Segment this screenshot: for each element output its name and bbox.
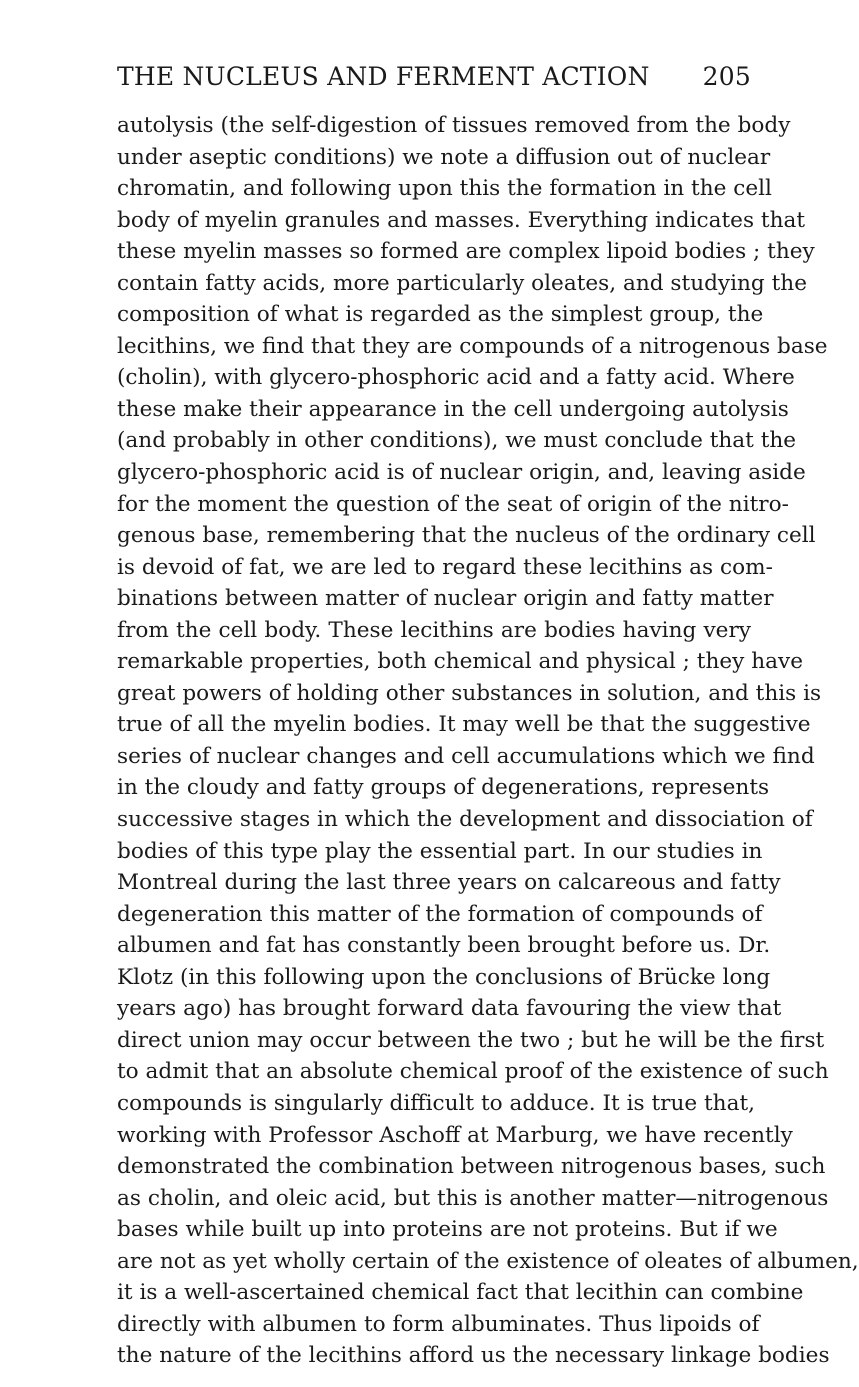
text-line: years ago) has brought forward data favouring the view that xyxy=(117,996,782,1022)
text-line: as cholin, and oleic acid, but this is another matter—nitrogenous xyxy=(117,1185,829,1211)
text-line: genous base, remembering that the nucleus of the ordinary cell xyxy=(117,523,816,549)
text-line: composition of what is regarded as the simplest group, the xyxy=(117,302,764,328)
text-line: in the cloudy and fatty groups of degenerations, represents xyxy=(117,775,770,801)
text-line: contain fatty acids, more particularly oleates, and studying the xyxy=(117,270,807,296)
text-line: albumen and fat has constantly been brought before us. Dr. xyxy=(117,933,771,959)
text-line: glycero-phosphoric acid is of nuclear origin, and, leaving aside xyxy=(117,460,806,486)
text-line: Montreal during the last three years on calcareous and fatty xyxy=(117,870,781,896)
text-line: (and probably in other conditions), we must conclude that the xyxy=(117,428,797,454)
text-line: demonstrated the combination between nitrogenous bases, such xyxy=(117,1154,826,1180)
text-line: series of nuclear changes and cell accumulations which we find xyxy=(117,743,815,769)
text-line: degeneration this matter of the formation of compounds of xyxy=(117,901,763,927)
text-line: working with Professor Aschoff at Marburg, we have recently xyxy=(117,1122,793,1148)
text-line: true of all the myelin bodies. It may well be that the suggestive xyxy=(117,712,811,738)
text-line: for the moment the question of the seat of origin of the nitro- xyxy=(117,491,789,517)
text-line: body of myelin granules and masses. Everything indicates that xyxy=(117,207,806,233)
text-line: lecithins, we find that they are compounds of a nitrogenous base xyxy=(117,333,828,359)
text-line: (cholin), with glycero-phosphoric acid and a fatty acid. Where xyxy=(117,365,795,391)
body-paragraph xyxy=(117,110,859,1372)
text-line: chromatin, and following upon this the formation in the cell xyxy=(117,176,772,202)
text-line: remarkable properties, both chemical and physical ; they have xyxy=(117,649,803,675)
page-number: 205 xyxy=(702,62,751,91)
text-line: are not as yet wholly certain of the existence of oleates of albumen, xyxy=(117,1248,859,1274)
text-line: bodies of this type play the essential part. In our studies in xyxy=(117,838,763,864)
text-line: Klotz (in this following upon the conclusions of Brücke long xyxy=(117,964,771,990)
text-line: successive stages in which the development and dissociation of xyxy=(117,807,813,833)
text-line: the nature of the lecithins afford us the necessary linkage bodies xyxy=(117,1343,830,1369)
text-line: great powers of holding other substances in solution, and this is xyxy=(117,680,822,706)
running-head xyxy=(117,62,751,98)
text-line: binations between matter of nuclear origin and fatty matter xyxy=(117,586,774,612)
text-line: under aseptic conditions) we note a diffusion out of nuclear xyxy=(117,144,771,170)
text-line: is devoid of fat, we are led to regard these lecithins as com- xyxy=(117,554,773,580)
text-line: to admit that an absolute chemical proof of the existence of such xyxy=(117,1059,829,1085)
text-line: bases while built up into proteins are not proteins. But if we xyxy=(117,1217,778,1243)
text-line: compounds is singularly difficult to adduce. It is true that, xyxy=(117,1090,755,1116)
text-line: direct union may occur between the two ; but he will be the first xyxy=(117,1027,825,1053)
text-line: these myelin masses so formed are complex lipoid bodies ; they xyxy=(117,239,815,265)
text-line: these make their appearance in the cell undergoing autolysis xyxy=(117,396,789,422)
running-title: THE NUCLEUS AND FERMENT ACTION xyxy=(117,62,650,91)
text-line: directly with albumen to form albuminates. Thus lipoids of xyxy=(117,1311,760,1337)
text-line: it is a well-ascertained chemical fact that lecithin can combine xyxy=(117,1280,804,1306)
text-line: from the cell body. These lecithins are bodies having very xyxy=(117,617,751,643)
text-line: autolysis (the self-digestion of tissues removed from the body xyxy=(117,113,791,138)
